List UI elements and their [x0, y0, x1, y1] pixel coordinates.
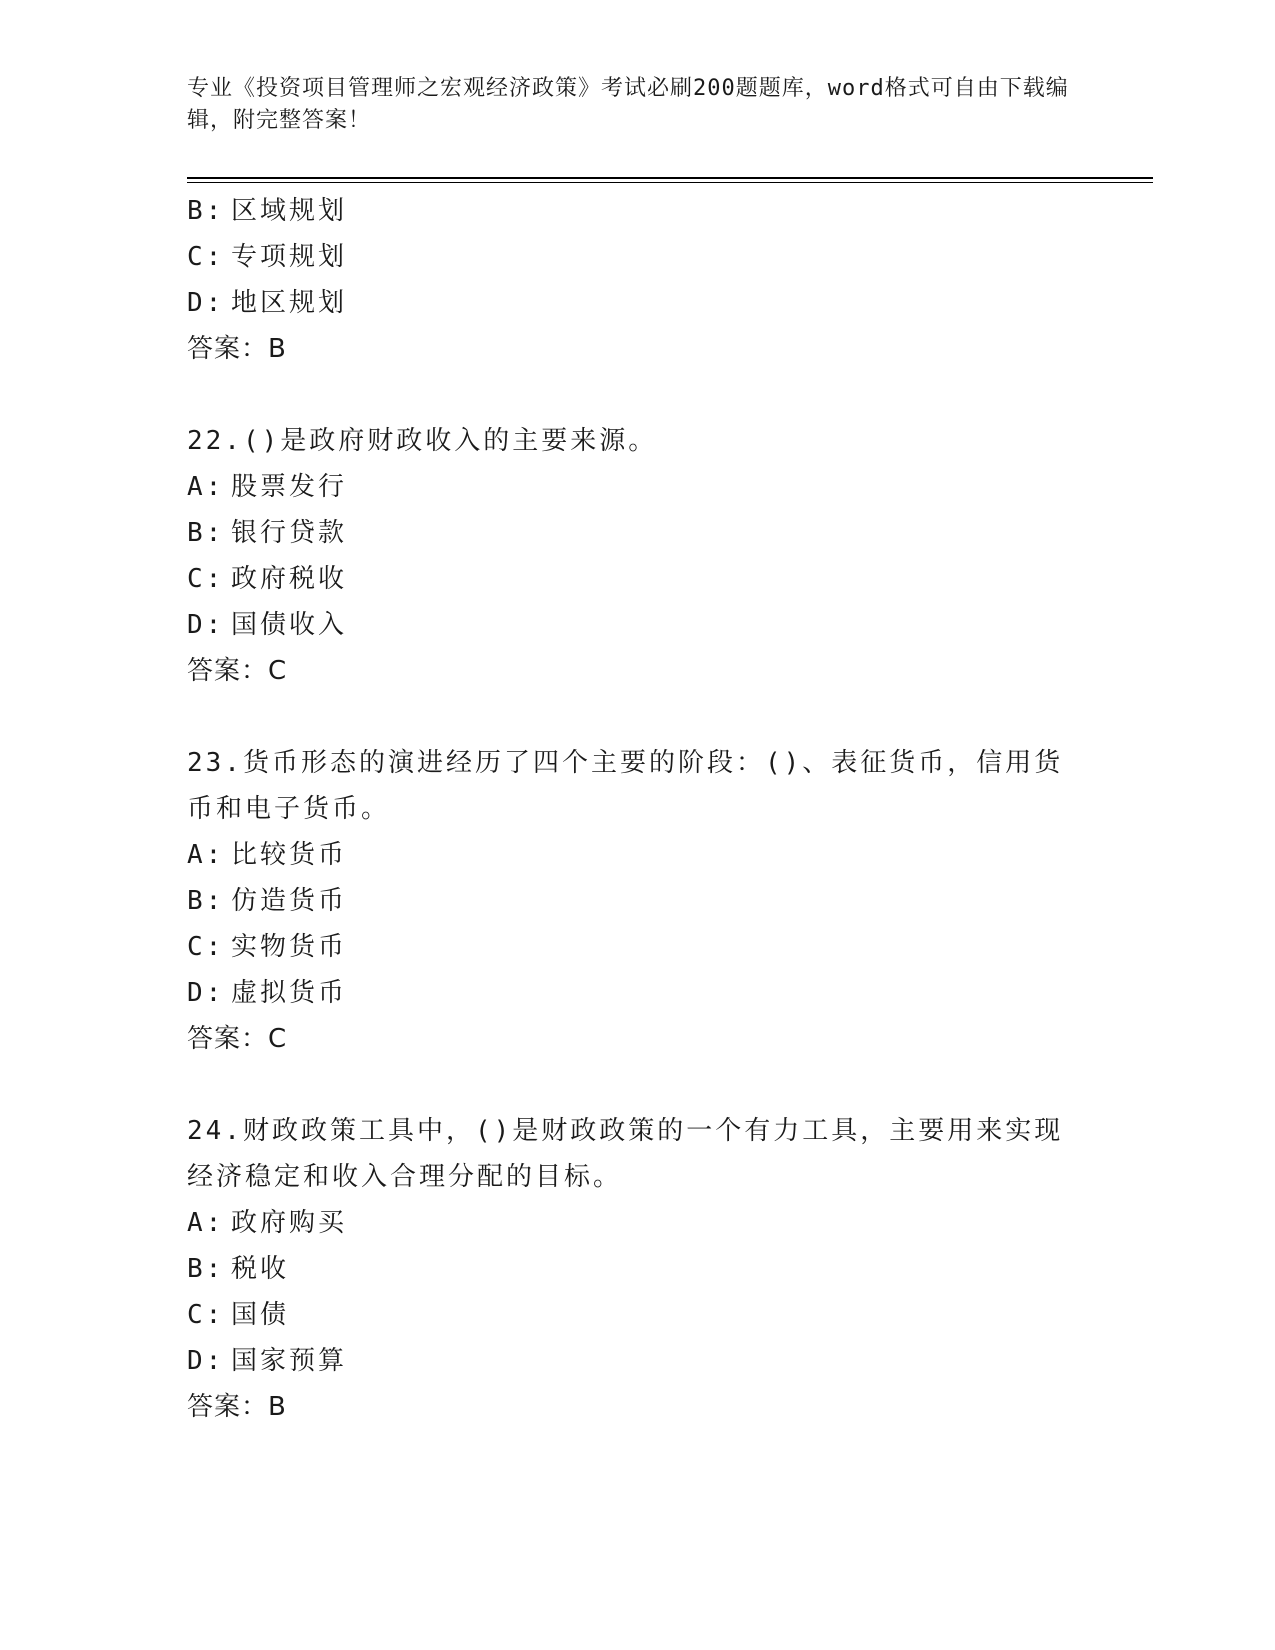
option-letter: D: — [187, 1346, 225, 1376]
option-d — [187, 1338, 1087, 1384]
answer-line: 答案：C — [187, 656, 288, 686]
option-letter: D: — [187, 978, 225, 1008]
option-letter: D: — [187, 610, 225, 640]
answer-line: 答案：B — [187, 334, 287, 364]
option-d — [187, 602, 1087, 648]
option-text: 区域规划 — [231, 196, 348, 226]
option-text: 仿造货币 — [231, 886, 348, 916]
option-text: 比较货币 — [231, 840, 348, 870]
option-text: 税收 — [231, 1254, 290, 1284]
option-text: 虚拟货币 — [231, 978, 348, 1008]
option-letter: C: — [187, 564, 225, 594]
option-c — [187, 234, 1087, 280]
option-letter: A: — [187, 840, 225, 870]
header-rule-thick — [187, 177, 1153, 179]
question-text: 24.财政政策工具中，()是财政政策的一个有力工具，主要用来实现经济稳定和收入合理分配的目标。 — [187, 1116, 1064, 1192]
option-d — [187, 280, 1087, 326]
header-rule-thin — [187, 182, 1153, 183]
option-text: 地区规划 — [231, 288, 348, 318]
option-letter: B: — [187, 518, 225, 548]
option-b — [187, 510, 1087, 556]
option-b — [187, 878, 1087, 924]
question-text: 23.货币形态的演进经历了四个主要的阶段：()、表征货币，信用货币和电子货币。 — [187, 748, 1064, 824]
question-text: 22.()是政府财政收入的主要来源。 — [187, 426, 658, 456]
option-c — [187, 924, 1087, 970]
option-text: 实物货币 — [231, 932, 348, 962]
question-block-23 — [187, 740, 1087, 1062]
option-c — [187, 556, 1087, 602]
option-text: 专项规划 — [231, 242, 348, 272]
option-letter: C: — [187, 242, 225, 272]
option-b — [187, 188, 1087, 234]
option-text: 国家预算 — [231, 1346, 348, 1376]
option-letter: C: — [187, 932, 225, 962]
option-letter: D: — [187, 288, 225, 318]
option-letter: C: — [187, 1300, 225, 1330]
option-text: 股票发行 — [231, 472, 348, 502]
option-d — [187, 970, 1087, 1016]
question-list — [187, 188, 1087, 1430]
option-a — [187, 1200, 1087, 1246]
option-letter: A: — [187, 472, 225, 502]
page-header: 专业《投资项目管理师之宏观经济政策》考试必刷200题题库，word格式可自由下载编辑，附完整答案！ — [187, 76, 1069, 133]
option-letter: B: — [187, 196, 225, 226]
answer-line: 答案：C — [187, 1024, 288, 1054]
option-text: 国债收入 — [231, 610, 348, 640]
option-text: 政府税收 — [231, 564, 348, 594]
answer-line: 答案：B — [187, 1392, 287, 1422]
option-a — [187, 832, 1087, 878]
option-letter: B: — [187, 886, 225, 916]
question-block-carryover — [187, 188, 1087, 372]
question-block-22 — [187, 418, 1087, 694]
option-b — [187, 1246, 1087, 1292]
option-a — [187, 464, 1087, 510]
option-letter: A: — [187, 1208, 225, 1238]
option-text: 银行贷款 — [231, 518, 348, 548]
option-c — [187, 1292, 1087, 1338]
question-block-24 — [187, 1108, 1087, 1430]
option-letter: B: — [187, 1254, 225, 1284]
option-text: 国债 — [231, 1300, 290, 1330]
option-text: 政府购买 — [231, 1208, 348, 1238]
